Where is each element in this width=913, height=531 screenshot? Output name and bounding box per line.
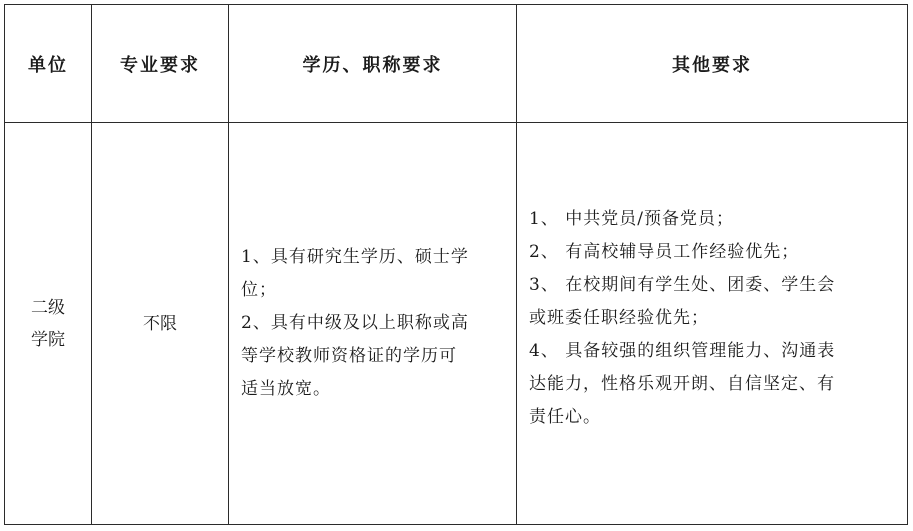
cell-other [517, 123, 908, 525]
header-row [5, 5, 908, 123]
unit-line: 学院 [31, 329, 65, 350]
header-unit: 单位 [5, 5, 92, 123]
cell-major: 不限 [92, 123, 229, 525]
other-line: 或班委任职经验优先； [529, 308, 709, 328]
education-line: 位； [241, 280, 277, 300]
unit-line: 二级 [31, 297, 65, 318]
header-major: 专业要求 [92, 5, 229, 123]
other-line: 达能力，性格乐观开朗、自信坚定、有 [529, 374, 835, 394]
header-education: 学历、职称要求 [229, 5, 517, 123]
education-line: 等学校教师资格证的学历可 [241, 346, 457, 366]
other-line: 1、 中共党员/预备党员； [529, 209, 734, 229]
other-line: 责任心。 [529, 407, 601, 427]
education-line: 1、具有研究生学历、硕士学 [241, 247, 469, 267]
requirements-table [4, 4, 908, 525]
cell-education [229, 123, 517, 525]
table-row [5, 123, 908, 525]
other-line: 3、 在校期间有学生处、团委、学生会 [529, 275, 836, 295]
other-line: 2、 有高校辅导员工作经验优先； [529, 242, 800, 262]
education-line: 适当放宽。 [241, 379, 331, 399]
education-line: 2、具有中级及以上职称或高 [241, 313, 469, 333]
cell-unit [5, 123, 92, 525]
other-line: 4、 具备较强的组织管理能力、沟通表 [529, 341, 836, 361]
header-other: 其他要求 [517, 5, 908, 123]
